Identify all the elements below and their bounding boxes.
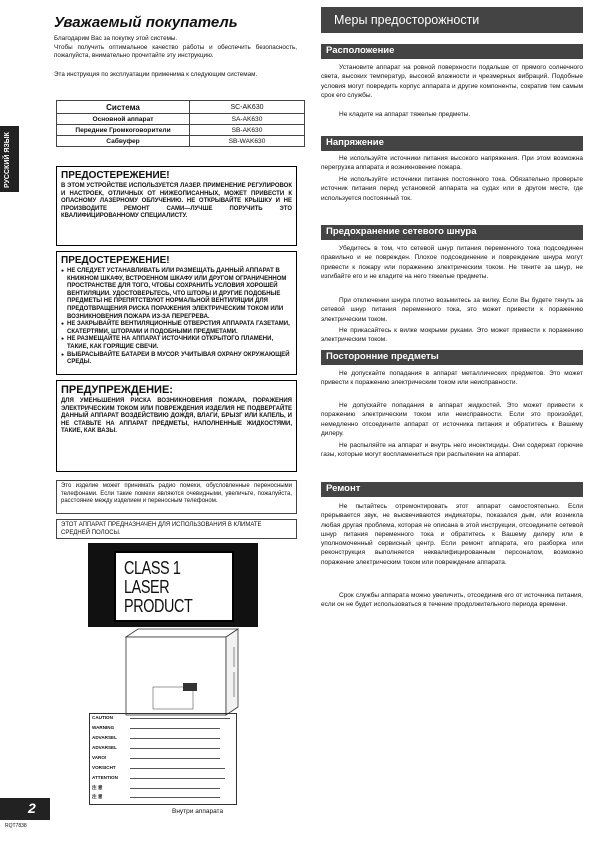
document-code: RQT7838 (5, 823, 27, 829)
intro-thanks: Благодарим Вас за покупку этой системы. (54, 35, 178, 42)
language-tab (0, 126, 19, 192)
section-heading-location (321, 44, 583, 59)
page-number-tab (0, 798, 50, 820)
label-row: VARO! (92, 755, 107, 760)
caution-laser-heading: ПРЕДОСТЕРЕЖЕНИЕ! (61, 170, 170, 181)
section-heading-text: Напряжение (326, 137, 384, 148)
section-paragraph: Не прикасайтесь к вилке мокрыми руками. Это может привести к поражению электрическим током. (321, 327, 583, 344)
table-row (57, 136, 305, 147)
label-row: VORSICHT (92, 765, 116, 770)
list-item: ● НЕ СЛЕДУЕТ УСТАНАВЛИВАТЬ ИЛИ РАЗМЕЩАТЬ ДАННЫЙ АППАРАТ В КНИЖНОМ ШКАФУ, ВСТРОЕННОМ ШКАФУ ИЛИ ДРУГОМ ОГРАНИЧЕННОМ ПРОСТРАНСТВЕ ДЛЯ ТОГО, ЧТОБЫ СОХРАНИТЬ УСЛОВИЯ ХОРОШЕЙ ВЕНТИЛЯЦИИ. УДОСТОВЕРЬТЕСЬ, ЧТО ШТОРЫ И ДРУГИЕ ПОДОБНЫЕ ПРЕДМЕТЫ НЕ ПРЕПЯТСТВУЮТ НОРМАЛЬНОЙ ВЕНТИЛЯЦИИ ДЛЯ ПРЕДОТВРАЩЕНИЯ РИСКА ПОРАЖЕНИЯ ЭЛЕКТРИЧЕСКИМ ТОКОМ ИЛИ ВОЗНИКНОВЕНИЯ ПОЖАРА ИЗ-ЗА ПЕРЕГРЕВА. (61, 268, 292, 321)
section-paragraph: Не пытайтесь отремонтировать этот аппарат самостоятельно. Если прерывается звук, не высвечиваются индикаторы, показался дым, или возникла любая другая проблема, которая не описана в этой инструкции, отсоедините сетевой шнур питания переменного тока и обратитесь к Вашему дилеру или в уполномоченный сервисный центр. Если ремонт аппарата, его разборка или реконструкция выполняется неквалифицированным персоналом, возможно поражение электрическим током или повреждение аппарата. (321, 503, 583, 566)
table-row (57, 101, 305, 114)
warning-text: ДЛЯ УМЕНЬШЕНИЯ РИСКА ВОЗНИКНОВЕНИЯ ПОЖАРА, ПОРАЖЕНИЯ ЭЛЕКТРИЧЕСКИМ ТОКОМ ИЛИ ПОВРЕЖДЕНИЯ ИЗДЕЛИЯ НЕ ПОДВЕРГАЙТЕ ДАННЫЙ АППАРАТ ВОЗДЕЙСТВИЮ ДОЖДЯ, ВЛАГИ, БРЫЗГ ИЛИ КАПЕЛЬ, И НЕ СТАВЬТЕ НА АППАРАТ ПРЕДМЕТЫ, НАПОЛНЕННЫЕ ЖИДКОСТЯМИ, ТАКИЕ, КАК ВАЗЫ. (61, 398, 292, 435)
climate-note: ЭТОТ АППАРАТ ПРЕДНАЗНАЧЕН ДЛЯ ИСПОЛЬЗОВАНИЯ В КЛИМАТЕ СРЕДНЕЙ ПОЛОСЫ. (56, 519, 297, 539)
laser-class-label (114, 551, 234, 622)
radio-interference-note: Это изделие может принимать радио помехи, обусловленные переносными телефонами. Если такие помехи являются очевидными, увеличьте, пожалуйста, расстояние между изделием и переносным телефоном. (56, 480, 297, 514)
section-paragraph: Срок службы аппарата можно увеличить, отсоединив его от источника питания, если он не будет использоваться в течение продолжительного периода времени. (321, 592, 583, 609)
caution-placement-box (56, 251, 297, 375)
warning-label-sticker (89, 713, 237, 805)
label-row: 注 意 (92, 785, 103, 790)
section-paragraph: Не допускайте попадания в аппарат металлических предметов. Это может привести к поражению электрическим током или неисправности. (321, 370, 583, 387)
warning-heading: ПРЕДУПРЕЖДЕНИЕ: (61, 384, 173, 396)
page-number: 2 (28, 800, 36, 816)
section-paragraph: Не используйте источники питания высокого напряжения. При этом возможна перегрузка аппарата и возникновение пожара. (321, 155, 583, 172)
label-row: ATTENTION (92, 775, 118, 780)
warning-box (56, 380, 297, 472)
caution-laser-text: В ЭТОМ УСТРОЙСТВЕ ИСПОЛЬЗУЕТСЯ ЛАЗЕР. ПРИМЕНЕНИЕ РЕГУЛИРОВОК И НАСТРОЕК, ОТЛИЧНЫХ ОТ НИЖЕОПИСАННЫХ, МОЖЕТ ПРИВЕСТИ К ОПАСНОМУ ЛАЗЕРНОМУ ОБЛУЧЕНИЮ. НЕ ОТКРЫВАЙТЕ КРЫШКУ И НЕ ПРОИЗВОДИТЕ РЕМОНТ САМИ—ЛУЧШЕ ПОРУЧИТЬ ЭТО КВАЛИФИЦИРОВАННОМУ СПЕЦИАЛИСТУ. (61, 183, 292, 220)
label-row: CAUTION (92, 715, 113, 720)
section-paragraph: Не распыляйте на аппарат и внутрь него инсектициды. Они содержат горючие газы, которые могут воспламениться при распылении на аппарат. (321, 442, 583, 459)
section-paragraph: Установите аппарат на ровной поверхности подальше от прямого солнечного света, высоких температур, высокой влажности и чрезмерных вибраций. Подобные условия могут повредить корпус аппарата и другие компоненты, сократив тем самым срок его службы. (321, 64, 583, 99)
label-row: WARNING (92, 725, 115, 730)
page-title-right: Меры предосторожности (334, 13, 480, 27)
caution-placement-list (61, 268, 292, 367)
intro-read: Чтобы получить оптимальное качество работы и обеспечить безопасность, пожалуйста, внимательно прочитайте эту инструкцию. (54, 44, 297, 60)
label-row: ADVARSEL (92, 735, 117, 740)
table-row (57, 114, 305, 125)
device-illustration (108, 627, 248, 717)
language-tab-label: РУССКИЙ ЯЗЫК (4, 132, 11, 188)
section-paragraph: При отключении шнура плотно возьмитесь за вилку. Если Вы будете тянуть за сетевой шнур питания переменного тока, это может привести к поражению электрическим током. (321, 297, 583, 323)
list-item: ● ВЫБРАСЫВАЙТЕ БАТАРЕИ В МУСОР. УЧИТЫВАЯ ОХРАНУ ОКРУЖАЮЩЕЙ СРЕДЫ. (61, 352, 292, 367)
table-cell: SA-AK630 (190, 114, 305, 125)
section-heading-voltage (321, 136, 583, 151)
table-cell: SB-AK630 (190, 125, 305, 136)
caution-placement-heading: ПРЕДОСТЕРЕЖЕНИЕ! (61, 255, 170, 266)
table-cell: SC-AK630 (190, 101, 305, 114)
section-heading-text: Расположение (326, 45, 395, 56)
table-row (57, 125, 305, 136)
table-cell: SB-WAK630 (190, 136, 305, 147)
table-cell: Передние Громкоговорители (57, 125, 190, 136)
section-heading-power-cord (321, 225, 583, 240)
laser-label-line-1: CLASS 1 (124, 558, 181, 578)
list-item: ● НЕ РАЗМЕЩАЙТЕ НА АППАРАТ ИСТОЧНИКИ ОТКРЫТОГО ПЛАМЕНИ, ТАКИЕ, КАК ГОРЯЩИЕ СВЕЧИ. (61, 336, 292, 351)
section-paragraph: Не используйте источники питания постоянного тока. Обязательно проверьте источник питания перед установкой аппарата на судах или в другом месте, где используется постоянный ток. (321, 176, 583, 202)
section-paragraph: Не кладите на аппарат тяжелые предметы. (339, 111, 471, 118)
laser-label-line-2: LASER PRODUCT (124, 577, 193, 616)
label-row: 注 意 (92, 794, 103, 799)
page-title-right-bar (321, 7, 583, 33)
section-paragraph: Убедитесь в том, что сетевой шнур питания переменного тока подсоединен правильно и не поврежден. Плохое подсоединение и повреждение шнура могут привести к пожару или поражению электрическим током. Не тяните за шнур, не изгибайте его и не кладите на него тяжелые предметы. (321, 245, 583, 280)
label-row: ADVARSEL (92, 745, 117, 750)
table-cell: Основной аппарат (57, 114, 190, 125)
section-heading-text: Посторонние предметы (326, 351, 439, 362)
figure-caption: Внутри аппарата (172, 808, 224, 815)
intro-applies: Эта инструкция по эксплуатации применима к следующим системам. (54, 71, 258, 78)
page-title-left: Уважаемый покупатель (54, 14, 238, 31)
table-cell: Сабвуфер (57, 136, 190, 147)
system-table (56, 100, 305, 147)
table-cell: Система (57, 101, 190, 114)
caution-laser-box (56, 166, 297, 246)
section-paragraph: Не допускайте попадания в аппарат жидкостей. Это может привести к поражению электрическим током или неисправности. Если это произойдет, немедленно отсоедините аппарат от источника питания и обратитесь к Вашему дилеру. (321, 402, 583, 437)
section-heading-text: Ремонт (326, 483, 361, 494)
section-heading-text: Предохранение сетевого шнура (326, 226, 477, 237)
section-heading-foreign-objects (321, 350, 583, 365)
section-heading-repair (321, 482, 583, 497)
list-item: ● НЕ ЗАКРЫВАЙТЕ ВЕНТИЛЯЦИОННЫЕ ОТВЕРСТИЯ АППАРАТА ГАЗЕТАМИ, СКАТЕРТЯМИ, ШТОРАМИ И ПОДОБНЫМИ ПРЕДМЕТАМИ. (61, 321, 292, 336)
